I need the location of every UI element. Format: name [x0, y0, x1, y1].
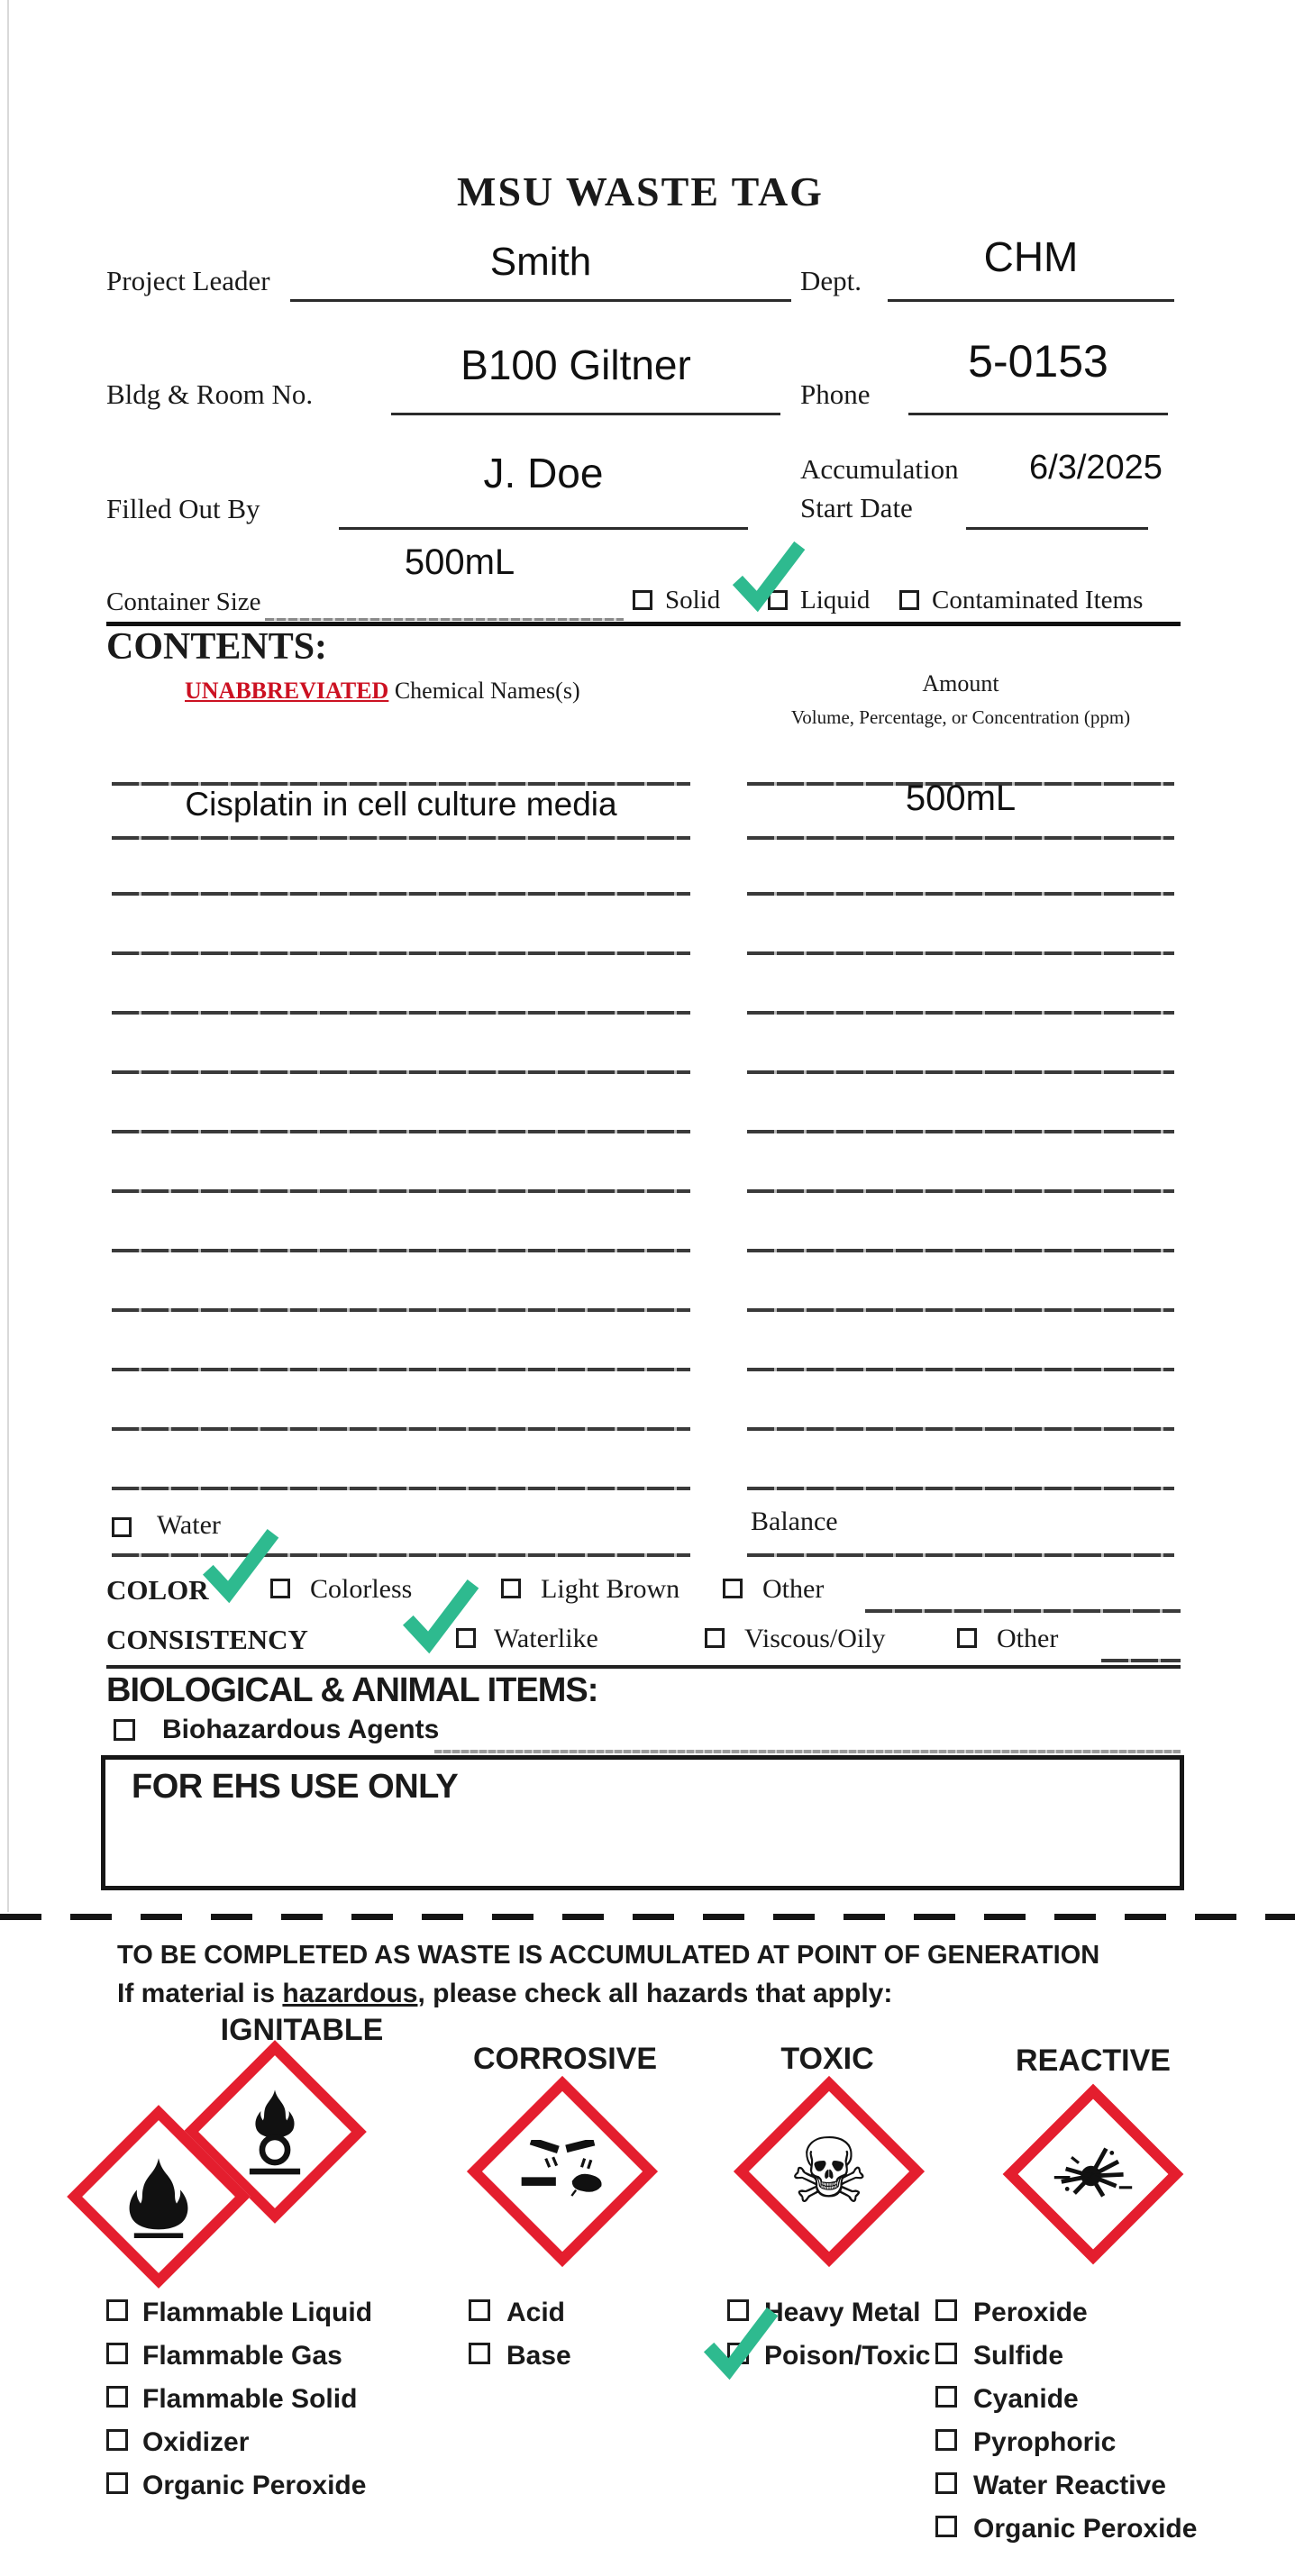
dept-value[interactable]: CHM [983, 233, 1079, 280]
phone-underline [908, 413, 1168, 415]
bldg-room-label: Bldg & Room No. [106, 378, 314, 410]
checkbox-flammable-solid[interactable] [106, 2386, 128, 2408]
skull-glyph: ☠ [789, 2118, 870, 2224]
corrosion-icon [515, 2140, 609, 2203]
container-size-label: Container Size [106, 587, 261, 616]
biological-rule [106, 1665, 1181, 1669]
checkbox-cyanide-label: Cyanide [973, 2384, 1079, 2414]
category-ignitable-label: IGNITABLE [220, 2013, 384, 2047]
exploding-bomb-pictogram [1003, 2084, 1184, 2265]
amount-column-header: Amount [922, 670, 999, 696]
biohazardous-agents-line[interactable] [434, 1750, 1181, 1753]
checkbox-flammable-solid-label: Flammable Solid [142, 2384, 358, 2414]
checkbox-biohazardous-agents[interactable] [114, 1719, 135, 1741]
dept-underline [888, 299, 1174, 302]
water-underline [112, 1553, 690, 1557]
contents-heading: CONTENTS: [106, 626, 328, 668]
color-other-line[interactable] [865, 1609, 1181, 1613]
checkbox-light-brown-label: Light Brown [541, 1574, 680, 1604]
checkbox-oxidizer-label: Oxidizer [142, 2427, 250, 2457]
checkbox-flammable-liquid[interactable] [106, 2299, 128, 2321]
category-toxic-label: TOXIC [780, 2042, 874, 2076]
project-leader-underline [290, 299, 791, 302]
amount-value[interactable]: 500mL [905, 778, 1017, 818]
accumulation-date-value[interactable]: 6/3/2025 [1029, 449, 1163, 487]
checkbox-pyrophoric[interactable] [935, 2429, 957, 2451]
checkbox-biohazardous-agents-label: Biohazardous Agents [162, 1715, 440, 1744]
checkbox-solid[interactable] [633, 590, 652, 610]
checkbox-light-brown[interactable] [501, 1579, 521, 1598]
chemical-row-underline [112, 836, 690, 840]
category-reactive-label: REACTIVE [1016, 2044, 1171, 2078]
container-size-value[interactable]: 500mL [404, 542, 515, 582]
dept-label: Dept. [800, 265, 862, 296]
checkbox-peroxide[interactable] [935, 2299, 957, 2321]
checkbox-sulfide[interactable] [935, 2343, 957, 2364]
phone-value[interactable]: 5-0153 [968, 336, 1108, 387]
amount-blank-lines [747, 892, 1174, 1546]
project-leader-value[interactable]: Smith [489, 240, 592, 284]
checkbox-viscous-oily[interactable] [705, 1628, 725, 1648]
balance-label: Balance [751, 1506, 838, 1536]
checkbox-solid-label: Solid [665, 586, 721, 614]
checkbox-water-reactive-label: Water Reactive [973, 2471, 1166, 2500]
checkbox-pyrophoric-label: Pyrophoric [973, 2427, 1117, 2457]
amount-column-subheader: Volume, Percentage, or Concentration (ppm) [790, 706, 1131, 728]
checkbox-heavy-metal-label: Heavy Metal [764, 2298, 921, 2327]
accumulation-underline [966, 527, 1148, 530]
checkbox-poison-toxic-label: Poison/Toxic [764, 2341, 931, 2371]
line2-prefix: If material is [117, 1979, 283, 2008]
flame-icon [123, 2155, 195, 2238]
liquid-checkmark-icon [730, 537, 806, 614]
checkbox-flammable-gas-label: Flammable Gas [142, 2341, 342, 2371]
chemical-names-column-header [185, 678, 580, 705]
consistency-label: CONSISTENCY [106, 1624, 308, 1655]
filled-out-by-value[interactable]: J. Doe [483, 450, 604, 496]
checkbox-base-label: Base [506, 2341, 571, 2371]
checkbox-color-other[interactable] [723, 1579, 743, 1598]
page-left-edge [7, 0, 9, 1912]
flame-over-circle-icon [242, 2087, 308, 2177]
checkbox-consistency-other-label: Other [997, 1624, 1059, 1653]
checkbox-acid[interactable] [469, 2299, 490, 2321]
checkbox-consistency-other[interactable] [957, 1628, 977, 1648]
unabbreviated-label: UNABBREVIATED [185, 678, 389, 704]
checkbox-peroxide-label: Peroxide [973, 2298, 1088, 2327]
ehs-use-only-label: FOR EHS USE ONLY [132, 1768, 459, 1806]
checkbox-contaminated-items-label: Contaminated Items [932, 586, 1144, 614]
checkbox-water[interactable] [112, 1517, 132, 1537]
bldg-room-value[interactable]: B100 Giltner [461, 341, 691, 388]
checkbox-organic-peroxide-reactive[interactable] [935, 2516, 957, 2537]
page-title: MSU WASTE TAG [457, 168, 824, 214]
bottom-instructions-line1: TO BE COMPLETED AS WASTE IS ACCUMULATED AT POINT OF GENERATION [117, 1941, 1100, 1970]
project-leader-label: Project Leader [106, 265, 270, 296]
color-colorless-checkmark-icon [200, 1525, 279, 1606]
checkbox-colorless[interactable] [270, 1579, 290, 1598]
color-label: COLOR [106, 1574, 209, 1606]
line2-suffix: , please check all hazards that apply: [417, 1979, 893, 2008]
checkbox-organic-peroxide-reactive-label: Organic Peroxide [973, 2514, 1198, 2544]
biological-heading: BIOLOGICAL & ANIMAL ITEMS: [106, 1671, 598, 1709]
perforation-dashed-line [0, 1914, 1295, 1920]
exploding-bomb-icon [1050, 2140, 1136, 2208]
chemical-name-value[interactable]: Cisplatin in cell culture media [185, 786, 617, 823]
amount-row-underline [747, 836, 1174, 840]
chemical-names-label: Chemical Names(s) [388, 678, 580, 704]
filled-out-by-label: Filled Out By [106, 493, 260, 524]
checkbox-waterlike[interactable] [456, 1628, 476, 1648]
balance-underline [747, 1553, 1174, 1557]
checkbox-waterlike-label: Waterlike [494, 1624, 598, 1653]
filled-out-by-underline [339, 527, 748, 530]
accumulation-label-line1: Accumulation [800, 453, 959, 485]
checkbox-acid-label: Acid [506, 2298, 566, 2327]
checkbox-colorless-label: Colorless [310, 1574, 413, 1604]
checkbox-water-label: Water [157, 1510, 221, 1540]
checkbox-flammable-gas[interactable] [106, 2343, 128, 2364]
checkbox-contaminated-items[interactable] [899, 590, 919, 610]
checkbox-water-reactive[interactable] [935, 2472, 957, 2494]
checkbox-cyanide[interactable] [935, 2386, 957, 2408]
consistency-other-line[interactable] [1101, 1659, 1181, 1662]
checkbox-base[interactable] [469, 2343, 490, 2364]
container-size-underline [265, 618, 624, 621]
checkbox-oxidizer[interactable] [106, 2429, 128, 2451]
chemical-blank-lines [112, 892, 690, 1546]
checkbox-liquid-label: Liquid [800, 586, 871, 614]
phone-label: Phone [800, 378, 871, 410]
line2-hazardous: hazardous [282, 1979, 418, 2008]
skull-crossbones-icon [789, 2118, 870, 2224]
bottom-instructions-line2 [117, 1979, 892, 2009]
bldg-room-underline [391, 413, 780, 415]
checkbox-viscous-oily-label: Viscous/Oily [744, 1624, 886, 1653]
checkbox-flammable-liquid-label: Flammable Liquid [142, 2298, 373, 2327]
checkbox-organic-peroxide-ignitable-label: Organic Peroxide [142, 2471, 367, 2500]
corrosion-pictogram [467, 2076, 658, 2267]
poison-toxic-checkmark-icon [701, 2303, 779, 2382]
checkbox-sulfide-label: Sulfide [973, 2341, 1064, 2371]
skull-crossbones-pictogram [734, 2076, 925, 2267]
category-corrosive-label: CORROSIVE [472, 2042, 658, 2076]
accumulation-label-line2: Start Date [800, 492, 913, 523]
checkbox-organic-peroxide-ignitable[interactable] [106, 2472, 128, 2494]
checkbox-color-other-label: Other [762, 1574, 825, 1604]
